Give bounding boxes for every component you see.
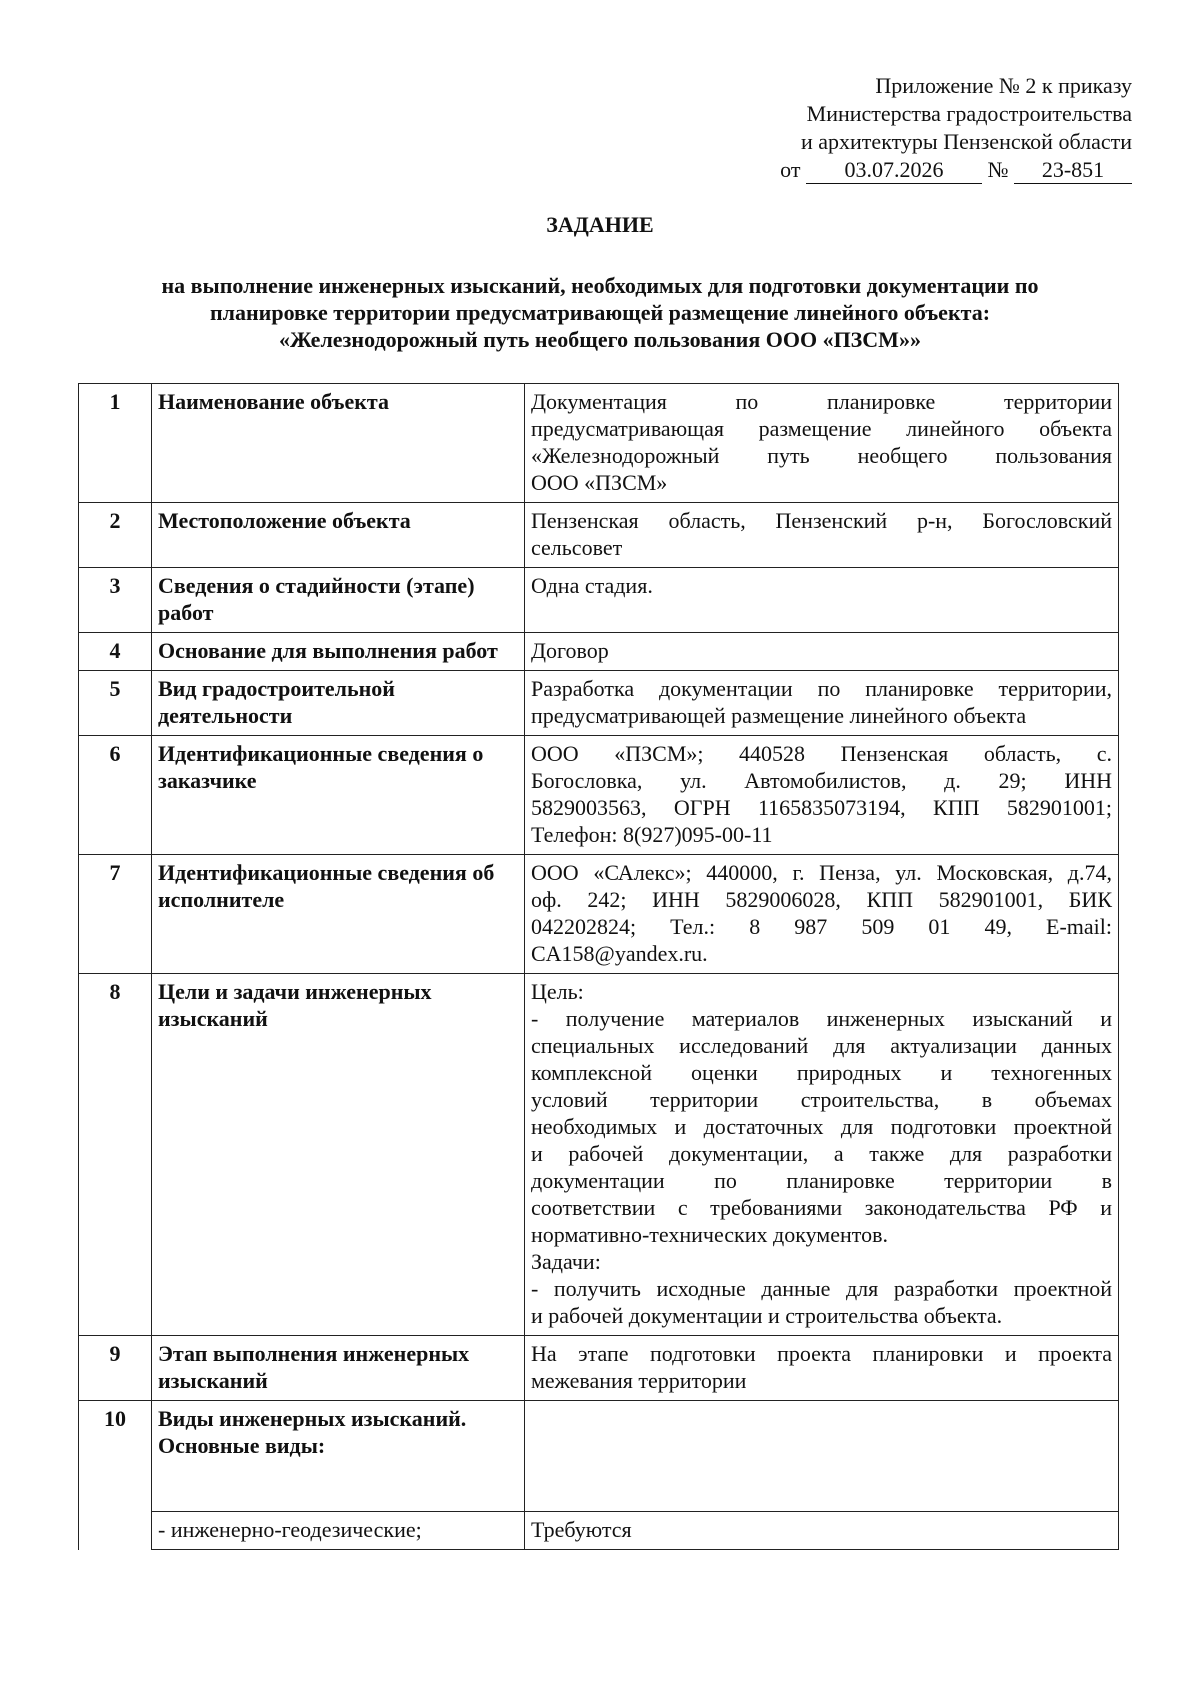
- row-name: Основание для выполнения работ: [152, 633, 525, 671]
- subtitle-line-3: «Железнодорожный путь необщего пользования ООО «ПЗСМ»»: [279, 327, 921, 352]
- table-row-10-sub: [79, 1512, 1119, 1550]
- value-line: На этапе подготовки проекта планировки и проекта: [531, 1341, 1112, 1366]
- order-number: 23-851: [1014, 157, 1132, 184]
- table-row: [79, 633, 1119, 671]
- row-number: 2: [79, 503, 152, 568]
- document-subtitle: [90, 272, 1110, 353]
- value-line: Телефон: 8(927)095-00-11: [531, 822, 773, 847]
- value-line: «Железнодорожный путь необщего пользования: [531, 443, 1112, 468]
- value-line: 5829003563, ОГРН 1165835073194, КПП 582901001;: [531, 795, 1112, 820]
- row-number: 4: [79, 633, 152, 671]
- value-line: ООО «САлекс»; 440000, г. Пенза, ул. Московская, д.74,: [531, 860, 1112, 885]
- value-line: Договор: [531, 638, 609, 663]
- value-line: сельсовет: [531, 535, 623, 560]
- value-line: Пензенская область, Пензенский р-н, Богословский: [531, 508, 1112, 533]
- row-number: 6: [79, 736, 152, 855]
- value-line: соответствии с требованиями законодательства РФ и: [531, 1195, 1112, 1220]
- row-name: Цели и задачи инженерных изысканий: [152, 974, 525, 1336]
- task-table-body: [79, 384, 1119, 1550]
- row-number-blank: [79, 1512, 152, 1550]
- table-row: [79, 855, 1119, 974]
- row-name: Местоположение объекта: [152, 503, 525, 568]
- row-value-empty: [525, 1401, 1119, 1512]
- order-date-number: [712, 156, 1132, 184]
- row-name: Идентификационные сведения о заказчике: [152, 736, 525, 855]
- table-row: [79, 974, 1119, 1336]
- row-value: [525, 855, 1119, 974]
- table-row: [79, 736, 1119, 855]
- row-name: Идентификационные сведения об исполнителе: [152, 855, 525, 974]
- table-row: [79, 671, 1119, 736]
- value-line: Документация по планировке территории: [531, 389, 1112, 414]
- table-row: [79, 568, 1119, 633]
- value-line: Разработка документации по планировке территории,: [531, 676, 1112, 701]
- row-value: [525, 1336, 1119, 1401]
- row-number: 10: [79, 1401, 152, 1512]
- number-sign: №: [987, 157, 1009, 182]
- row-value: [525, 503, 1119, 568]
- row-name: Вид градостроительной деятельности: [152, 671, 525, 736]
- subtitle-line-1: на выполнение инженерных изысканий, необходимых для подготовки документации по: [161, 273, 1039, 298]
- value-line: - получить исходные данные для разработки проектной: [531, 1276, 1112, 1301]
- value-line: межевания территории: [531, 1368, 747, 1393]
- appendix-header: [712, 72, 1132, 184]
- order-date: 03.07.2026: [806, 157, 982, 184]
- row-name: Виды инженерных изысканий. Основные виды:: [152, 1401, 525, 1512]
- value-line: Задачи:: [531, 1249, 601, 1274]
- table-row: [79, 384, 1119, 503]
- value-line: Одна стадия.: [531, 573, 653, 598]
- row-number: 1: [79, 384, 152, 503]
- value-line: Богословка, ул. Автомобилистов, д. 29; ИНН: [531, 768, 1112, 793]
- row-value: [525, 384, 1119, 503]
- row-name: Наименование объекта: [152, 384, 525, 503]
- value-line: CA158@yandex.ru.: [531, 941, 708, 966]
- table-row-10: [79, 1401, 1119, 1512]
- value-line: 042202824; Тел.: 8 987 509 01 49, E-mail:: [531, 914, 1112, 939]
- row-value: [525, 974, 1119, 1336]
- value-line: комплексной оценки природных и техногенных: [531, 1060, 1112, 1085]
- row-number: 8: [79, 974, 152, 1336]
- row-number: 7: [79, 855, 152, 974]
- value-line: - получение материалов инженерных изысканий и: [531, 1006, 1112, 1031]
- appendix-line-2: Министерства градостроительства: [806, 101, 1132, 126]
- value-line: специальных исследований для актуализации данных: [531, 1033, 1112, 1058]
- row-subname: - инженерно-геодезические;: [152, 1512, 525, 1550]
- from-label: от: [780, 157, 801, 182]
- value-line: документации по планировке территории в: [531, 1168, 1112, 1193]
- row-subvalue: Требуются: [525, 1512, 1119, 1550]
- value-line: ООО «ПЗСМ»: [531, 470, 668, 495]
- row-number: 5: [79, 671, 152, 736]
- row-name: Этап выполнения инженерных изысканий: [152, 1336, 525, 1401]
- value-line: условий территории строительства, в объемах: [531, 1087, 1112, 1112]
- value-line: предусматривающей размещение линейного объекта: [531, 703, 1027, 728]
- value-line: нормативно-технических документов.: [531, 1222, 888, 1247]
- table-row: [79, 503, 1119, 568]
- value-line: и рабочей документации и строительства объекта.: [531, 1303, 1003, 1328]
- value-line: ООО «ПЗСМ»; 440528 Пензенская область, с.: [531, 741, 1112, 766]
- row-number: 9: [79, 1336, 152, 1401]
- table-row: [79, 1336, 1119, 1401]
- value-line: необходимых и достаточных для подготовки проектной: [531, 1114, 1112, 1139]
- value-line: оф. 242; ИНН 5829006028, КПП 582901001, БИК: [531, 887, 1112, 912]
- task-table: [78, 383, 1119, 1550]
- value-line: и рабочей документации, а также для разработки: [531, 1141, 1112, 1166]
- row-name: Сведения о стадийности (этапе) работ: [152, 568, 525, 633]
- document-title: ЗАДАНИЕ: [546, 212, 654, 237]
- subtitle-line-2: планировке территории предусматривающей размещение линейного объекта:: [209, 300, 991, 325]
- value-line: предусматривающая размещение линейного объекта: [531, 416, 1112, 441]
- appendix-line-1: Приложение № 2 к приказу: [875, 73, 1132, 98]
- value-line: Цель:: [531, 979, 584, 1004]
- row-value: [525, 568, 1119, 633]
- row-value: [525, 736, 1119, 855]
- appendix-line-3: и архитектуры Пензенской области: [801, 129, 1132, 154]
- row-number: 3: [79, 568, 152, 633]
- row-value: [525, 671, 1119, 736]
- row-value: [525, 633, 1119, 671]
